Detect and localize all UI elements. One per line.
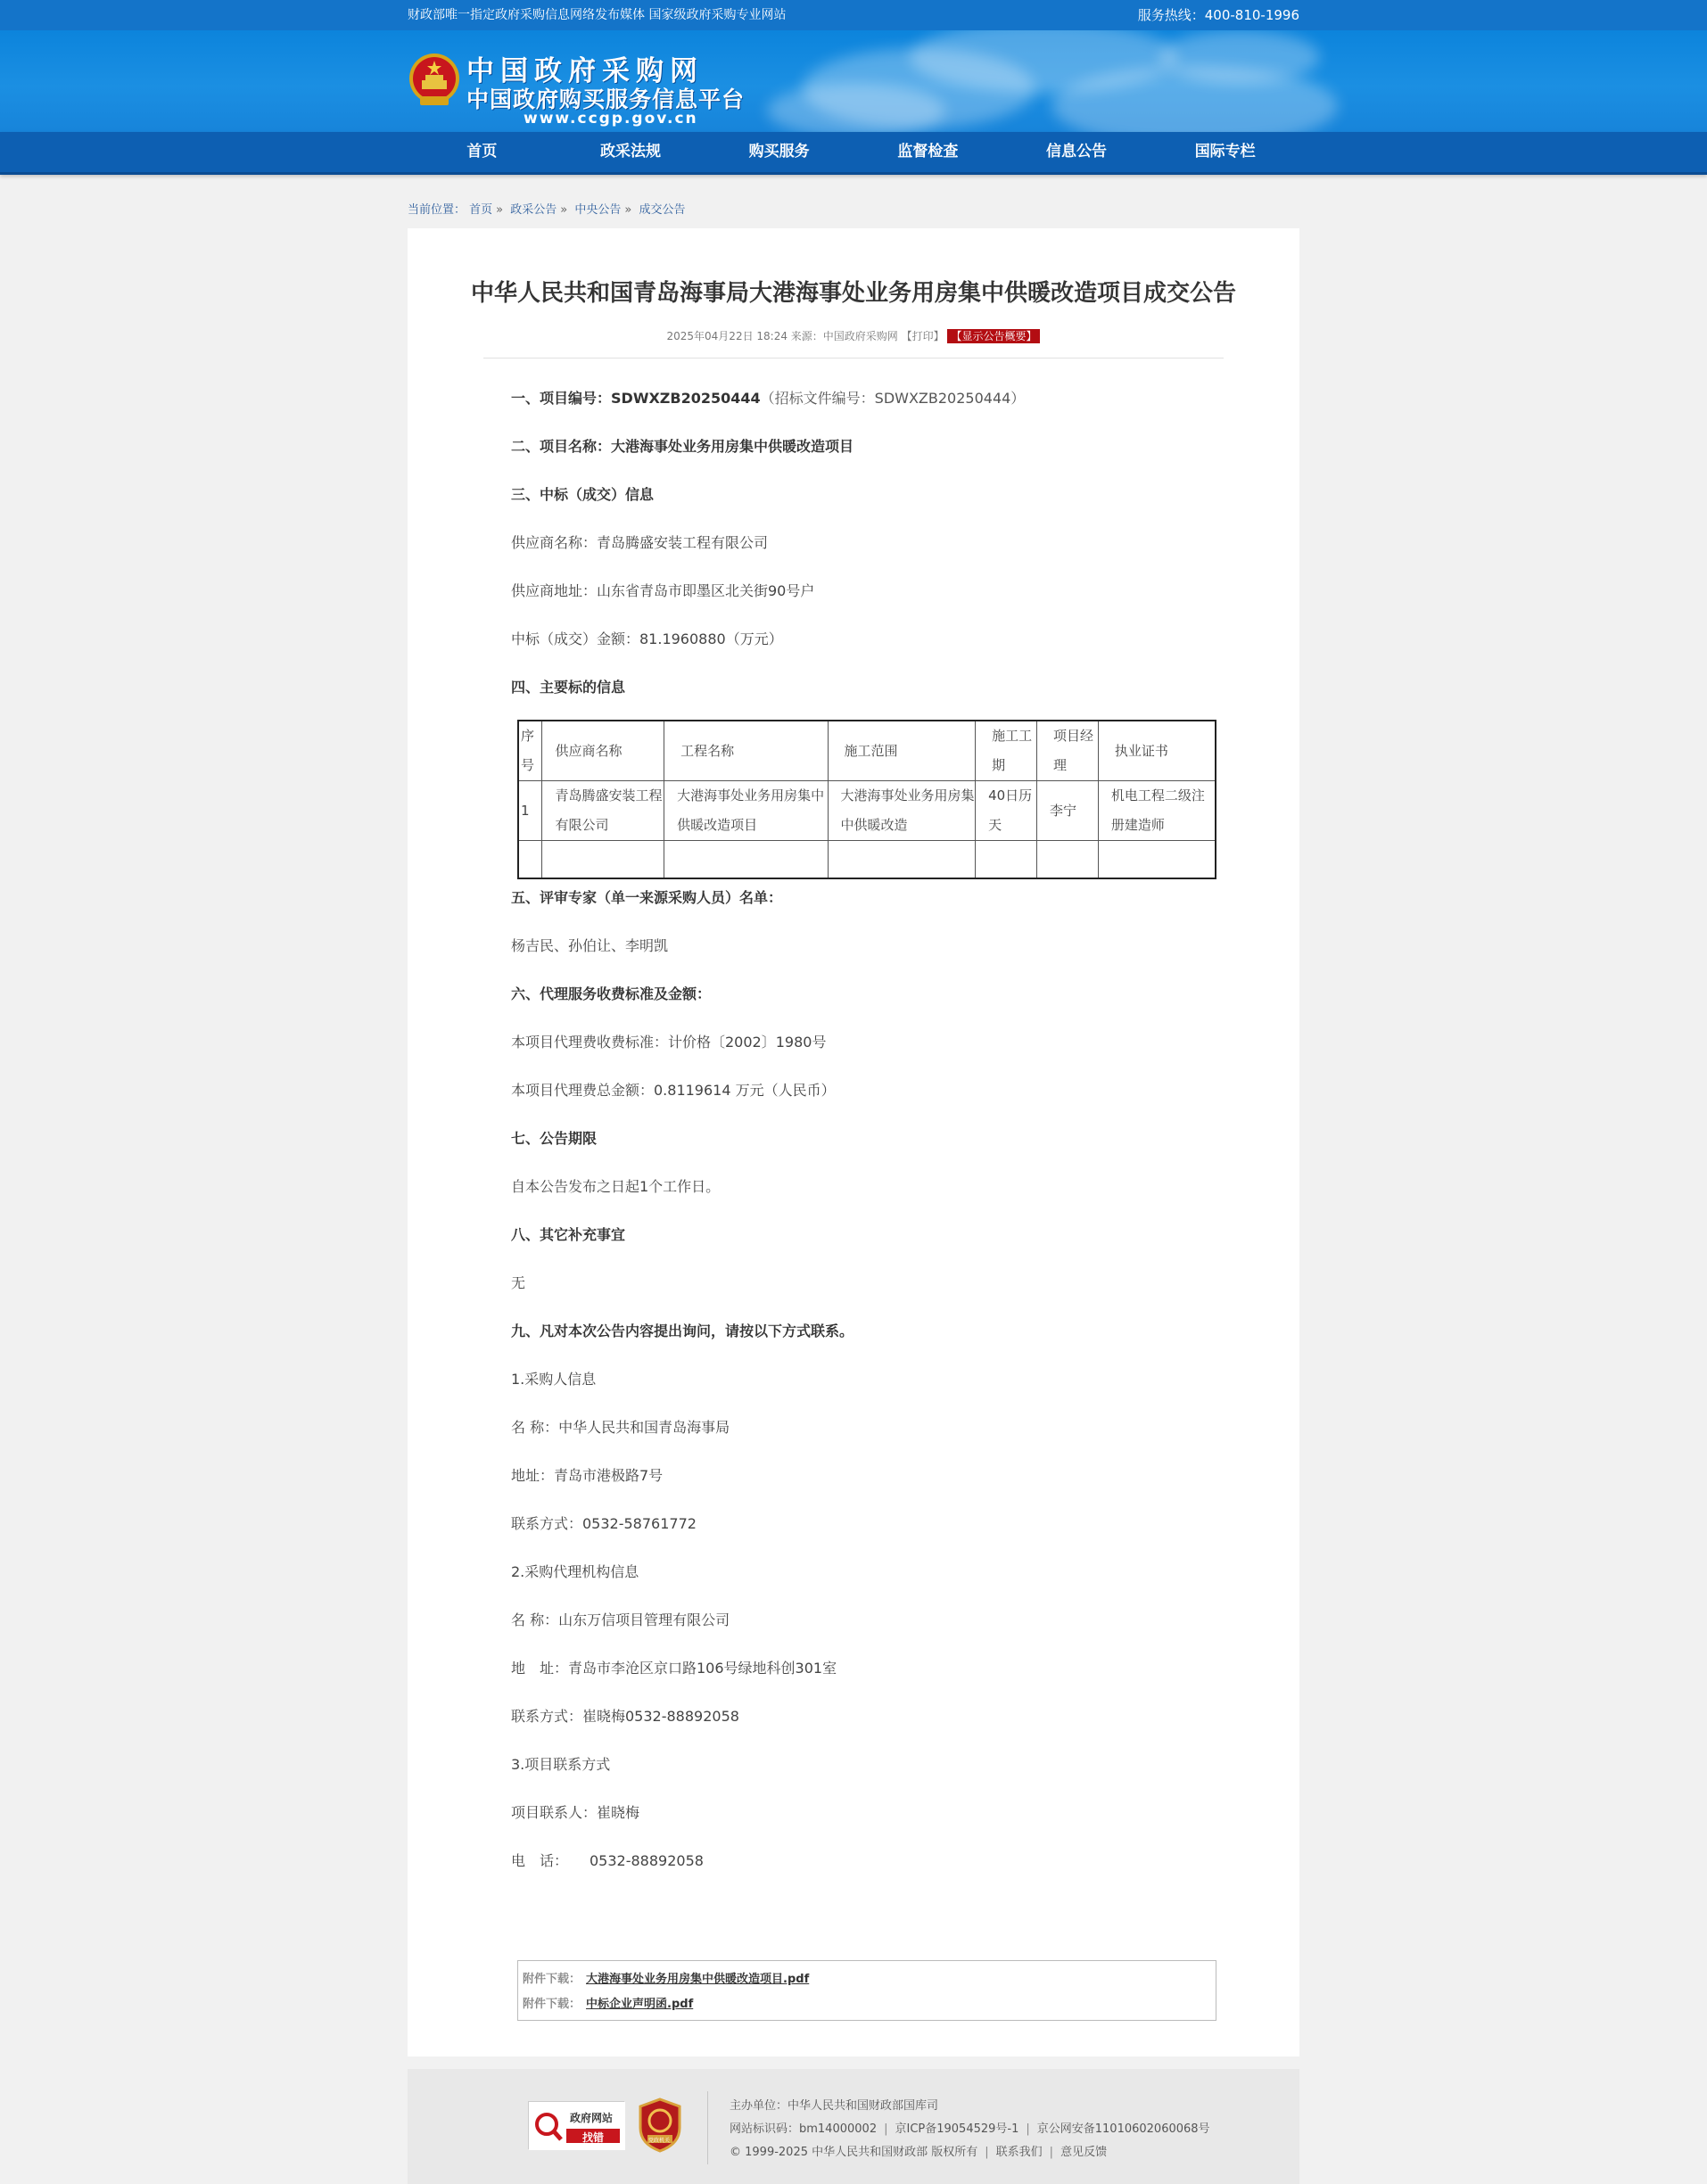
project-number-label: 一、项目编号： [511, 390, 612, 407]
article-container [408, 228, 1299, 2056]
footer-feedback-link[interactable]: 意见反馈 [1060, 2146, 1108, 2159]
table-cell: 1 [518, 781, 542, 841]
site-slogan: 财政部唯一指定政府采购信息网络发布媒体 国家级政府采购专业网站 [408, 8, 787, 22]
breadcrumb-sep: » [624, 203, 632, 217]
attachment-link[interactable]: 中标企业声明函.pdf [586, 1998, 694, 2011]
table-cell: 李宁 [1036, 781, 1098, 841]
table-cell [664, 841, 828, 878]
site-logo[interactable] [406, 45, 763, 128]
table-header-row [518, 721, 1216, 781]
table-cell: 青岛腾盛安装工程有限公司 [542, 781, 664, 841]
expert-names: 杨吉民、孙伯让、李明凯 [511, 937, 669, 954]
section-award-info: 三、中标（成交）信息 [511, 486, 655, 503]
footer-host: 主办单位：中华人民共和国财政部国库司 [730, 2099, 939, 2113]
project-contact-phone: 电 话： 0532-88892058 [511, 1852, 704, 1869]
service-hotline: 服务热线：400-810-1996 [1137, 7, 1299, 23]
breadcrumb [408, 200, 686, 217]
fee-standard: 本项目代理费收费标准：计价格〔2002〕1980号 [511, 1034, 827, 1051]
section-experts: 五、评审专家（单一来源采购人员）名单： [511, 889, 783, 906]
table-header-cell: 执业证书 [1098, 721, 1216, 781]
attachment-row [523, 1969, 809, 1986]
tender-doc-number: （招标文件编号：SDWXZB20250444） [760, 390, 1026, 407]
attachment-label: 附件下载： [523, 1973, 581, 1986]
badge2-text: 党政机关 [648, 2138, 671, 2144]
gov-site-error-report-badge[interactable] [528, 2101, 624, 2149]
table-cell: 大港海事处业务用房集中供暖改造 [828, 781, 976, 841]
badge1-bottom-text: 找错 [582, 2131, 605, 2144]
purchaser-name: 名 称：中华人民共和国青岛海事局 [511, 1419, 730, 1436]
breadcrumb-home[interactable]: 首页 [469, 203, 493, 217]
table-header-cell: 项目经理 [1036, 721, 1098, 781]
table-header-cell: 序号 [518, 721, 542, 781]
table-cell: 大港海事处业务用房集中供暖改造项目 [664, 781, 828, 841]
table-header-cell: 施工范围 [828, 721, 976, 781]
attachment-row [523, 1994, 693, 2011]
footer-copyright-row: © 1999-2025 中华人民共和国财政部 版权所有 | 联系我们 | 意见反馈 [730, 2146, 1108, 2159]
breadcrumb-sep: » [496, 203, 504, 217]
period-text: 自本公告发布之日起1个工作日。 [511, 1178, 721, 1195]
table-header-cell: 施工工期 [976, 721, 1037, 781]
nav-item-regulations[interactable]: 政采法规 [600, 143, 661, 161]
party-gov-shield-icon [637, 2097, 683, 2153]
nav-item-supervision[interactable]: 监督检查 [897, 143, 959, 161]
supplier-address: 供应商地址：山东省青岛市即墨区北关街90号户 [511, 582, 815, 599]
attachments-box [517, 1960, 1216, 2021]
project-contact-person: 项目联系人：崔晓梅 [511, 1804, 640, 1821]
footer-icp[interactable]: 京ICP备19054529号-1 [895, 2122, 1019, 2136]
purchaser-heading: 1.采购人信息 [511, 1371, 597, 1388]
table-cell [518, 841, 542, 878]
print-link[interactable]: 【打印】 [901, 330, 944, 342]
table-cell [1098, 841, 1216, 878]
breadcrumb-sep: » [560, 203, 568, 217]
project-name-line: 二、项目名称：大港海事处业务用房集中供暖改造项目 [511, 438, 854, 455]
national-emblem-icon [408, 52, 461, 111]
subject-table [517, 720, 1216, 879]
table-cell [1036, 841, 1098, 878]
breadcrumb-deal[interactable]: 成交公告 [639, 203, 686, 217]
table-row [518, 841, 1216, 878]
purchaser-phone: 联系方式：0532-58761772 [511, 1515, 697, 1532]
table-cell [828, 841, 976, 878]
project-number: SDWXZB20250444 [611, 390, 761, 407]
article-date-source: 2025年04月22日 18:24 来源：中国政府采购网 [666, 330, 898, 342]
attachment-label: 附件下载： [523, 1998, 581, 2011]
project-number-line [511, 387, 1025, 408]
header-banner [0, 30, 1707, 132]
agency-heading: 2.采购代理机构信息 [511, 1563, 639, 1580]
nav-item-purchase-services[interactable]: 购买服务 [748, 143, 810, 161]
table-header-cell: 工程名称 [664, 721, 828, 781]
agency-address: 地 址：青岛市李沧区京口路106号绿地科创301室 [511, 1660, 837, 1677]
nav-item-announcements[interactable]: 信息公告 [1046, 143, 1108, 161]
award-amount: 中标（成交）金额：81.1960880（万元） [511, 630, 783, 647]
badge1-top-text: 政府网站 [570, 2112, 614, 2124]
section-contact: 九、凡对本次公告内容提出询问，请按以下方式联系。 [511, 1323, 854, 1339]
attachment-link[interactable]: 大港海事处业务用房集中供暖改造项目.pdf [586, 1973, 810, 1986]
breadcrumb-label: 当前位置： [408, 203, 466, 217]
section-agency-fee: 六、代理服务收费标准及金额： [511, 985, 712, 1002]
logo-url: www.ccgp.gov.cn [524, 110, 698, 128]
section-other: 八、其它补充事宜 [511, 1226, 626, 1243]
breadcrumb-central[interactable]: 中央公告 [574, 203, 622, 217]
table-cell: 40日历天 [976, 781, 1037, 841]
footer-contact-link[interactable]: 联系我们 [995, 2146, 1043, 2159]
top-strip [0, 0, 1707, 30]
article-title: 中华人民共和国青岛海事局大港海事处业务用房集中供暖改造项目成交公告 [470, 280, 1236, 307]
table-header-cell: 供应商名称 [542, 721, 664, 781]
supplier-name: 供应商名称：青岛腾盛安装工程有限公司 [511, 534, 769, 551]
fee-total: 本项目代理费总金额：0.8119614 万元（人民币） [511, 1082, 836, 1099]
purchaser-address: 地址：青岛市港极路7号 [511, 1467, 664, 1484]
party-gov-badge[interactable] [637, 2097, 683, 2153]
footer-copyright: © 1999-2025 中华人民共和国财政部 版权所有 [730, 2146, 978, 2159]
agency-name: 名 称：山东万信项目管理有限公司 [511, 1611, 730, 1628]
footer-registration: 网站标识码：bm14000002 | 京ICP备19054529号-1 | 京公网安备11010602060068号 [730, 2122, 1210, 2136]
breadcrumb-procurement[interactable]: 政采公告 [510, 203, 557, 217]
other-text: 无 [511, 1274, 526, 1291]
show-summary-button[interactable]: 【显示公告概要】 [947, 329, 1040, 343]
table-cell: 机电工程二级注册建造师 [1098, 781, 1216, 841]
logo-title: 中国政府采购网 [466, 55, 704, 87]
section-period: 七、公告期限 [511, 1130, 598, 1147]
nav-item-international[interactable]: 国际专栏 [1194, 143, 1256, 161]
agency-phone: 联系方式：崔晓梅0532-88892058 [511, 1708, 739, 1725]
site-footer [408, 2069, 1299, 2184]
section-main-subject: 四、主要标的信息 [511, 679, 626, 696]
title-divider [483, 358, 1224, 359]
main-nav [0, 132, 1707, 175]
table-cell [976, 841, 1037, 878]
project-contact-heading: 3.项目联系方式 [511, 1756, 611, 1773]
nav-item-home[interactable]: 首页 [466, 143, 498, 161]
table-row [518, 781, 1216, 841]
table-cell [542, 841, 664, 878]
article-meta [408, 328, 1299, 343]
footer-site-id: 网站标识码：bm14000002 [730, 2122, 878, 2136]
footer-police[interactable]: 京公网安备11010602060068号 [1036, 2122, 1210, 2136]
logo-subtitle: 中国政府购买服务信息平台 [466, 87, 746, 112]
footer-divider [707, 2091, 708, 2164]
